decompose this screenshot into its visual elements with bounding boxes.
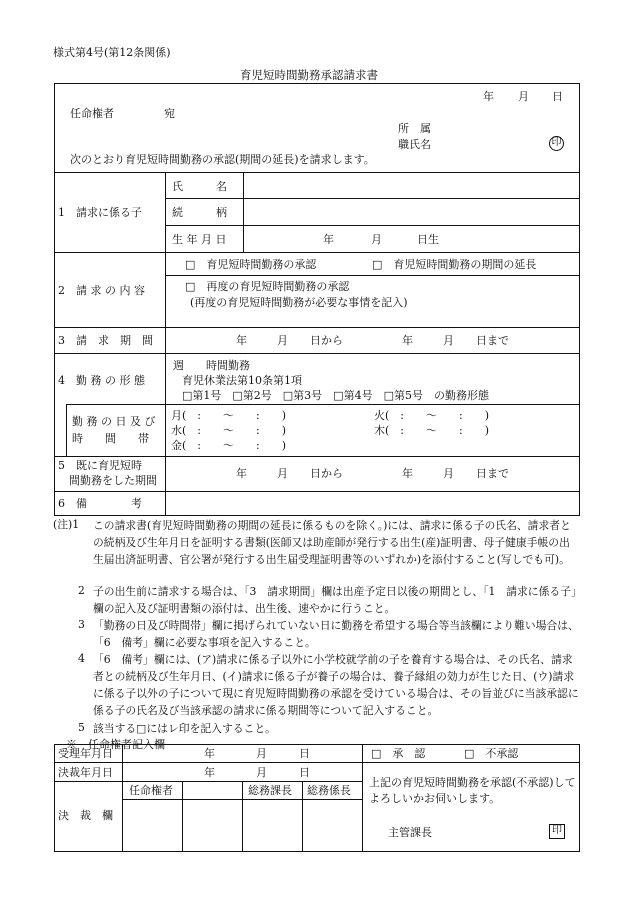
rule (362, 744, 363, 852)
dob-year: 年 (323, 233, 334, 246)
remarks-label: 6 備 考 (58, 497, 142, 510)
rule (243, 172, 244, 252)
rule (165, 172, 166, 516)
rule (54, 781, 362, 782)
approve-checkbox[interactable]: □ 承 認 (371, 747, 426, 760)
col-appointing-authority: 任命権者 (129, 784, 173, 797)
work-form-options[interactable]: □第1号 □第2号 □第3号 □第4号 □第5号 の勤務形態 (182, 389, 489, 402)
applicant-seal: 印 (549, 136, 564, 151)
reapproval-note: (再度の育児短時間勤務が必要な事情を記入) (190, 296, 408, 309)
period-year-1: 年 (236, 334, 247, 347)
rule (54, 456, 580, 457)
period-year-2: 年 (402, 334, 413, 347)
received-year: 年 (204, 747, 215, 760)
child-relation-label: 続 柄 (172, 206, 227, 219)
rule (66, 404, 67, 456)
addressee: 任命権者 (70, 107, 114, 120)
received-day: 日 (299, 747, 310, 760)
period-month-1: 月 (277, 334, 288, 347)
note-5-number: 5 (78, 721, 85, 734)
date-day: 日 (552, 90, 563, 103)
child-name-label: 氏 名 (172, 180, 227, 193)
period-month-2: 月 (443, 334, 454, 347)
work-form-section-label: 4 勤 務 の 形 態 (58, 374, 145, 387)
prior-period-label-1: 5 既に育児短時 (58, 459, 142, 472)
child-dob-label: 生 年 月 日 (172, 233, 227, 246)
decided-month: 月 (256, 766, 267, 779)
prior-until: 日まで (476, 467, 509, 480)
rule (66, 404, 580, 405)
decided-date-label: 決裁年月日 (58, 766, 113, 779)
col-general-affairs-director: 総務課長 (248, 784, 292, 797)
content-section-label: 2 請 求 の 内 容 (58, 284, 145, 297)
dob-day: 日生 (417, 233, 439, 246)
decided-year: 年 (204, 766, 215, 779)
work-days-label: 勤 務 の 日 及 び (72, 415, 156, 428)
affiliation-label: 所 属 (398, 122, 431, 135)
rule (165, 198, 580, 199)
tuesday-hours: 火( : ～ : ) (374, 409, 489, 422)
manager-label: 主管課長 (388, 826, 432, 839)
disapprove-checkbox[interactable]: □ 不承認 (464, 747, 519, 760)
rule (54, 172, 580, 173)
rule (54, 327, 580, 328)
received-date-label: 受理年月日 (58, 747, 113, 760)
thursday-hours: 木( : ～ : ) (374, 424, 489, 437)
rule (182, 781, 183, 852)
law-reference: 育児休業法第10条第1項 (182, 374, 302, 387)
decision-column-label: 決 裁 欄 (58, 809, 113, 822)
note-1: この請求書(育児短時間勤務の期間の延長に係るものを除く。)には、請求に係る子の氏名、請求者との続柄及び生年月日を証明する書類(医師又は助産師が発行する出生(産)証明書、母子健康手帳の出生届出済証明書、官公署が発行する出生届受理証明書等のいずれか)を添付すること(写しでも可)。 (93, 519, 571, 566)
note-4: 「6 備考」欄には、(ア)請求に係る子以外に小学校就学前の子を養育する場合は、その氏名、請求者との続柄及び生年月日、(イ)請求に係る子が養子の場合は、養子縁組の効力が生じた日、(ウ)請求に係る子以外の子について現に育児短時間勤務の承認を受けている場合は、その旨並びに当該承認に係る子の氏名及び当該承認の請求に係る期間等について記入すること。 (93, 653, 579, 717)
work-hours-label: 時 間 帯 (72, 432, 149, 445)
manager-seal: 印 (549, 824, 565, 839)
rule (165, 225, 580, 226)
decided-day: 日 (299, 766, 310, 779)
friday-hours: 金( : ～ : ) (171, 439, 286, 452)
wednesday-hours: 水( : ～ : ) (171, 424, 286, 437)
date-year: 年 (483, 90, 494, 103)
rule (54, 252, 580, 253)
child-section-label: 1 請求に係る子 (58, 206, 142, 219)
authority-section-title: ※ 任命権者記入欄 (66, 738, 165, 751)
period-until: 日まで (476, 334, 509, 347)
addressee-suffix: 宛 (164, 107, 175, 120)
prior-year-1: 年 (236, 467, 247, 480)
col-general-affairs-chief: 総務係長 (307, 784, 351, 797)
notes-head: (注)1 (53, 518, 80, 531)
note-3: 「勤務の日及び時間帯」欄に掲げられていない日に勤務を希望する場合等当該欄により難い場合は、「6 備考」欄に必要な事項を記入すること。 (93, 619, 579, 649)
note-2: 子の出生前に請求する場合は、「3 請求期間」欄は出産予定日以後の期間とし、「1 請求に係る子」欄の記入及び証明書類の添付は、出生後、速やかに行うこと。 (93, 585, 577, 615)
prior-year-2: 年 (402, 467, 413, 480)
note-5: 該当する□にはレ印を記入すること。 (93, 722, 276, 735)
dob-month: 月 (371, 233, 382, 246)
position-name-label: 職氏名 (398, 138, 431, 151)
note-3-number: 3 (78, 618, 85, 631)
period-section-label: 3 請 求 期 間 (58, 334, 153, 347)
option-reapproval[interactable]: □ 再度の育児短時間勤務の承認 (185, 280, 350, 293)
form-number: 様式第4号(第12条関係) (53, 46, 171, 59)
note-2-number: 2 (78, 584, 85, 597)
rule (302, 781, 303, 852)
prior-period-label-2: 間勤務をした期間 (69, 474, 157, 487)
monday-hours: 月( : ～ : ) (171, 409, 286, 422)
weekly-hours: 週 時間勤務 (173, 359, 250, 372)
rule (54, 353, 580, 354)
period-from: 日から (310, 334, 343, 347)
form-title: 育児短時間勤務承認請求書 (240, 68, 378, 82)
option-extension[interactable]: □ 育児短時間勤務の期間の延長 (372, 258, 537, 271)
prior-month-1: 月 (277, 467, 288, 480)
request-statement: 次のとおり育児短時間勤務の承認(期間の延長)を請求します。 (70, 153, 375, 166)
rule (165, 275, 580, 276)
approval-inquiry-text: 上記の育児短時間勤務を承認(不承認)してよろしいかお伺いします。 (369, 776, 576, 805)
rule (122, 744, 123, 852)
option-approval[interactable]: □ 育児短時間勤務の承認 (185, 258, 317, 271)
rule (54, 762, 362, 763)
rule (362, 762, 580, 763)
rule (242, 781, 243, 852)
prior-from: 日から (310, 467, 343, 480)
rule (54, 491, 580, 492)
received-month: 月 (256, 747, 267, 760)
date-month: 月 (518, 90, 529, 103)
prior-month-2: 月 (443, 467, 454, 480)
note-4-number: 4 (78, 652, 85, 665)
